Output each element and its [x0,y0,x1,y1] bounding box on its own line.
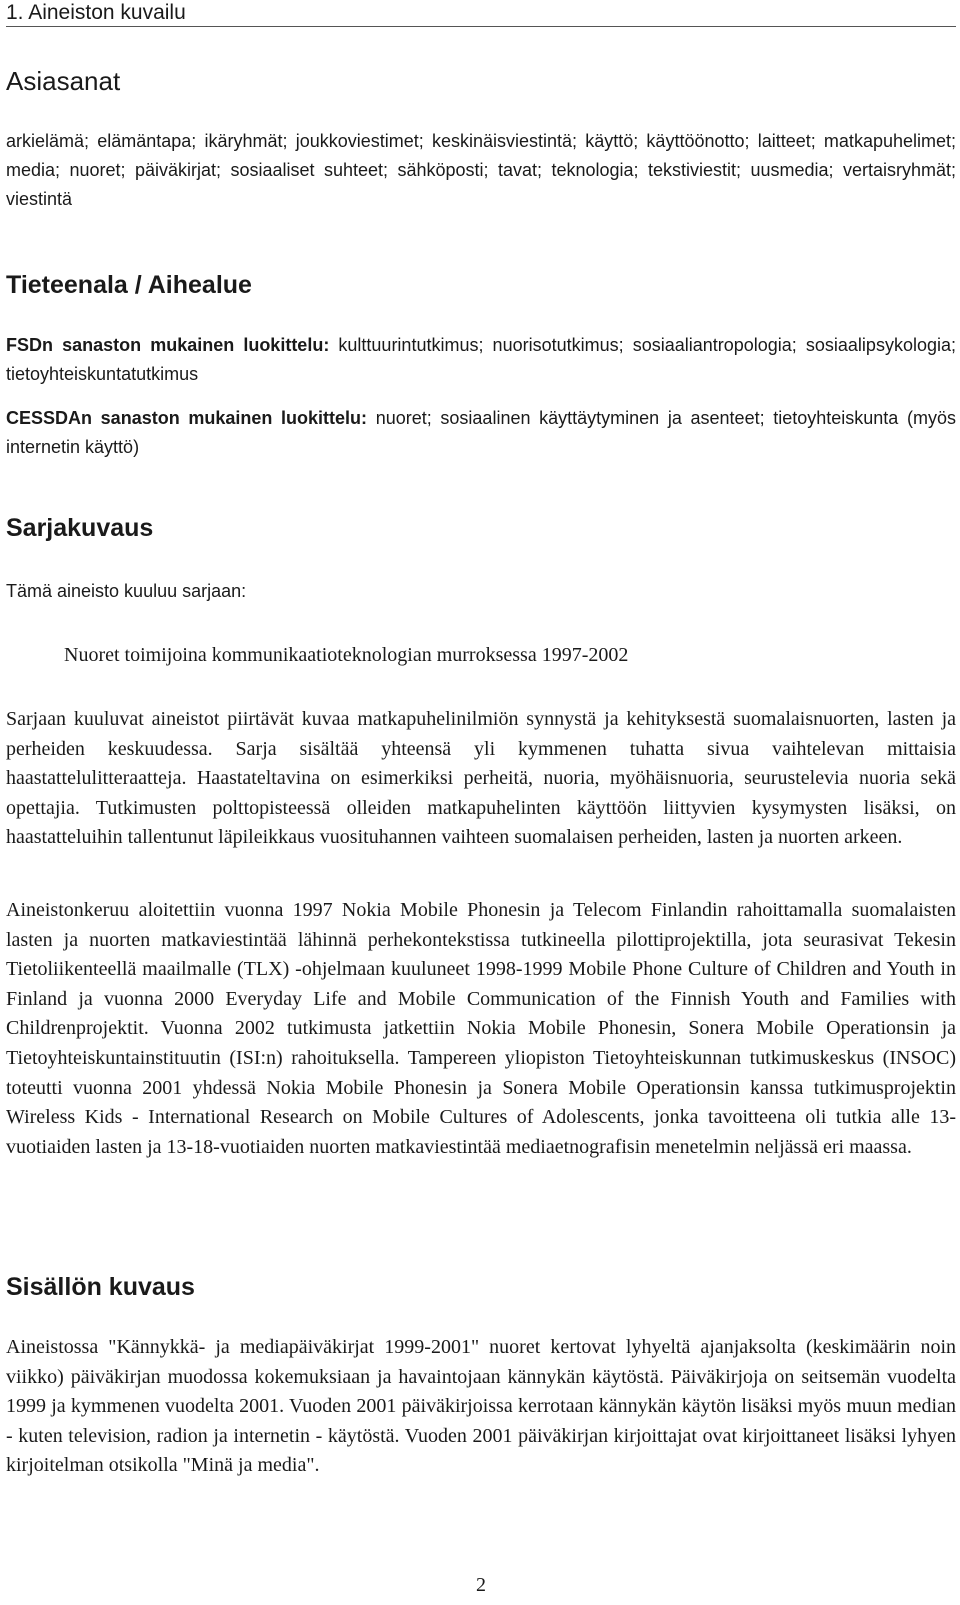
content-description: Aineistossa "Kännykkä- ja mediapäiväkirjat 1999-2001" nuoret kertovat lyhyeltä ajanjaksolta (keskimäärin noin viikko) päiväkirjan muodossa kokemuksiaan ja havaintojaan kännykän käytöstä. Päiväkirjoja on seitsemän vuodelta 1999 ja kymmenen vuodelta 2001. Vuoden 2001 päiväkirjoissa kerrotaan kännykän käytön lisäksi myös muun median - kuten television, radion ja internetin - käytöstä. Vuoden 2001 päiväkirjan kirjoittajat ovat kirjoittaneet lisäksi lyhyen kirjoitelman otsikolla "Minä ja media". [6,1336,956,1477]
cessda-classification-text: nuoret; sosiaalinen käyttäytyminen ja asenteet; tietoyhteiskunta (myös internetin käyttö) [6,408,956,457]
page-number: 2 [476,1574,486,1596]
fsd-classification-text: kulttuurintutkimus; nuorisotutkimus; sosiaaliantropologia; sosiaalipsykologia; tietoyhteiskuntatutkimus [6,335,956,384]
series-paragraph-1: Sarjaan kuuluvat aineistot piirtävät kuvaa matkapuhelinilmiön synnystä ja kehityksestä suomalaisnuorten, lasten ja perheiden keskuudessa. Sarja sisältää yhteensä yli kymmenen tuhatta sivua vaihtelevan mittaisia haastattelulitteraatteja. Haastateltavina on esimerkiksi perheitä, nuoria, myöhäisnuoria, seurustelevia nuoria sekä opettajia. Tutkimusten polttopisteessä olleiden matkapuhelinten käyttöön liittyvien kysymysten lisäksi, on haastatteluihin tallentunut läpileikkaus vuosituhannen vaihteen suomalaisen perheiden, lasten ja nuorten arkeen. [6,708,956,849]
asiasanat-keywords: arkielämä; elämäntapa; ikäryhmät; joukkoviestimet; keskinäisviestintä; käyttö; käyttöönotto; laitteet; matkapuhelimet; media; nuoret; päiväkirjat; sosiaaliset suhteet; sähköposti; tavat; teknologia; tekstiviestit; uusmedia; vertaisryhmät; viestintä [6,131,956,209]
sarjakuvaus-heading: Sarjakuvaus [6,514,154,542]
fsd-classification-label: FSDn sanaston mukainen luokittelu: [6,335,330,355]
running-header: 1. Aineiston kuvailu [6,0,956,27]
cessda-classification [6,404,956,462]
series-paragraph-2: Aineistonkeruu aloitettiin vuonna 1997 Nokia Mobile Phonesin ja Telecom Finlandin rahoittamalla suomalaisten lasten ja nuorten matkaviestintää lähinnä perhekontekstissa tutkineella pilottiprojektilla, jota seurasivat Tekesin Tietoliikenteellä maailmalle (TLX) -ohjelmaan kuuluneet 1998-1999 Mobile Phone Culture of Children and Youth in Finland ja vuonna 2000 Everyday Life and Mobile Communication of the Finnish Youth and Families with Childrenprojektit. Vuonna 2002 tutkimusta jatkettiin Nokia Mobile Phonesin, Sonera Mobile Operationsin ja Tietoyhteiskuntainstituutin (ISI:n) rahoituksella. Tampereen yliopiston Tietoyhteiskunnan tutkimuskeskus (INSOC) toteutti vuonna 2001 yhdessä Nokia Mobile Phonesin ja Sonera Mobile Operationsin kanssa tutkimusprojektin Wireless Kids - International Research on Mobile Cultures of Adolescents, jonka tavoitteena oli tutkia alle 13-vuotiaiden lasten ja 13-18-vuotiaiden nuorten matkaviestintää mediaetnografisin menetelmin neljässä eri maassa. [6,899,956,1158]
series-name: Nuoret toimijoina kommunikaatioteknologian murroksessa 1997-2002 [64,644,629,666]
asiasanat-heading: Asiasanat [6,66,121,96]
fsd-classification [6,331,956,389]
cessda-classification-label: CESSDAn sanaston mukainen luokittelu: [6,408,368,428]
series-intro: Tämä aineisto kuuluu sarjaan: [6,581,247,601]
sisallon-kuvaus-heading: Sisällön kuvaus [6,1273,195,1301]
tieteenala-heading: Tieteenala / Aihealue [6,271,252,299]
